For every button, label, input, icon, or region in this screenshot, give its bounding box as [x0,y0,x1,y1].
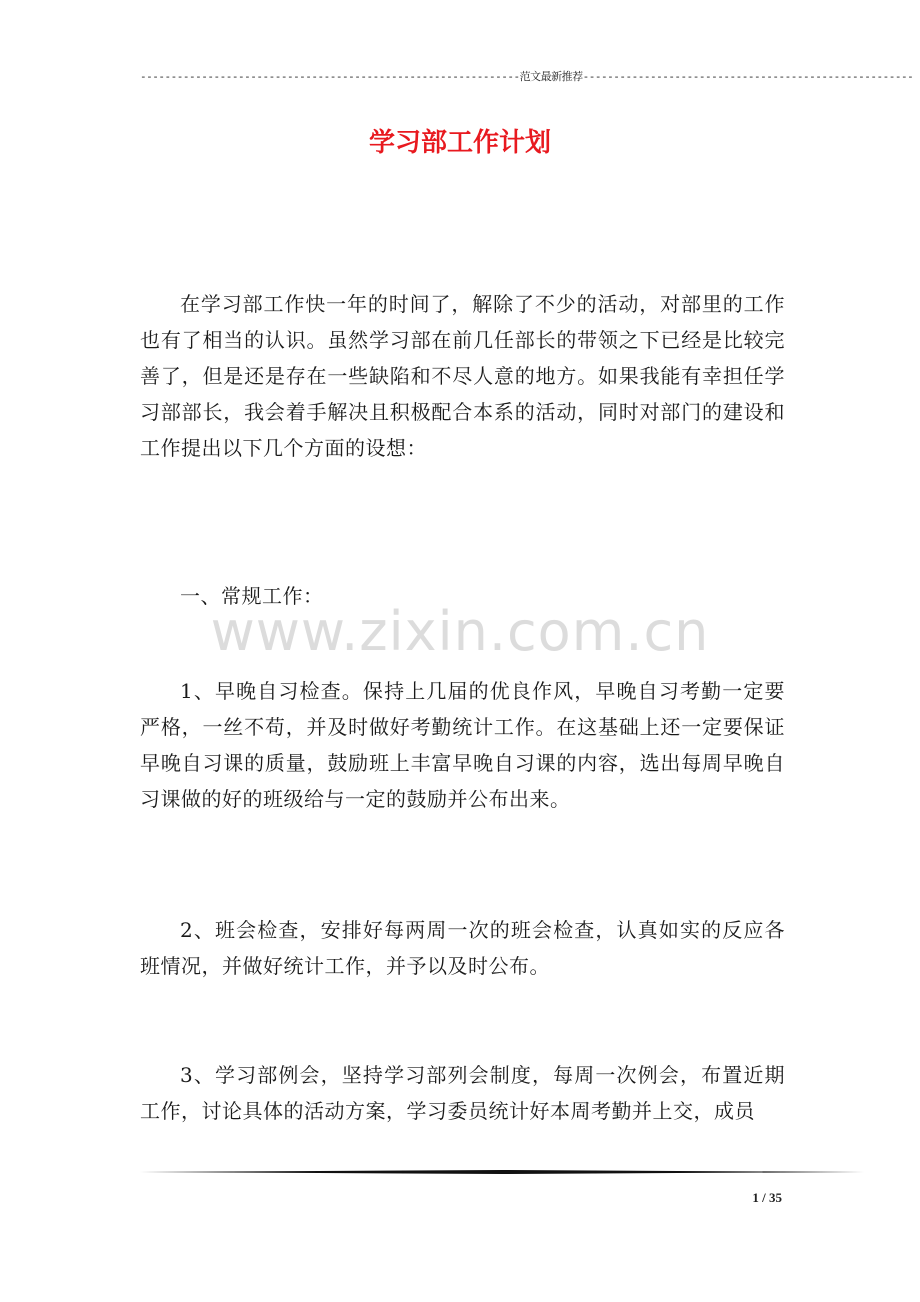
paragraph-item-1 [140,673,785,817]
watermark: www.zixin.com.cn [210,600,710,663]
page-number: 1 / 35 [752,1190,782,1205]
footer-divider [140,1170,864,1174]
section-heading [140,578,785,614]
paragraph-text: 3、学习部例会，坚持学习部列会制度，每周一次例会，布置近期工作，讨论具体的活动方案，学习委员统计好本周考勤并上交，成员 [140,1063,785,1123]
paragraph-item-3 [140,1057,785,1129]
paragraph-text: 1、早晚自习检查。保持上几届的优良作风，早晚自习考勤一定要严格，一丝不苟，并及时做好考勤统计工作。在这基础上还一定要保证早晚自习课的质量，鼓励班上丰富早晚自习课的内容，选出每周早晚自习课做的好的班级给与一定的鼓励并公布出来。 [140,679,785,811]
paragraph-text: 2、班会检查，安排好每两周一次的班会检查，认真如实的反应各班情况，并做好统计工作，并予以及时公布。 [140,918,785,978]
paragraph-intro [140,286,785,466]
paragraph-item-2 [140,912,785,984]
paragraph-text: 在学习部工作快一年的时间了，解除了不少的活动，对部里的工作也有了相当的认识。虽然学习部在前几任部长的带领之下已经是比较完善了，但是还是存在一些缺陷和不尽人意的地方。如果我能有幸担任学习部部长，我会着手解决且积极配合本系的活动，同时对部门的建设和工作提出以下几个方面的设想： [140,292,785,460]
section-heading-text: 一、常规工作： [180,584,324,608]
document-title: 学习部工作计划 [368,128,551,158]
page-header-banner: --------------------------------------------------------------范文最新推荐------------------------------------------------------ [140,70,914,83]
